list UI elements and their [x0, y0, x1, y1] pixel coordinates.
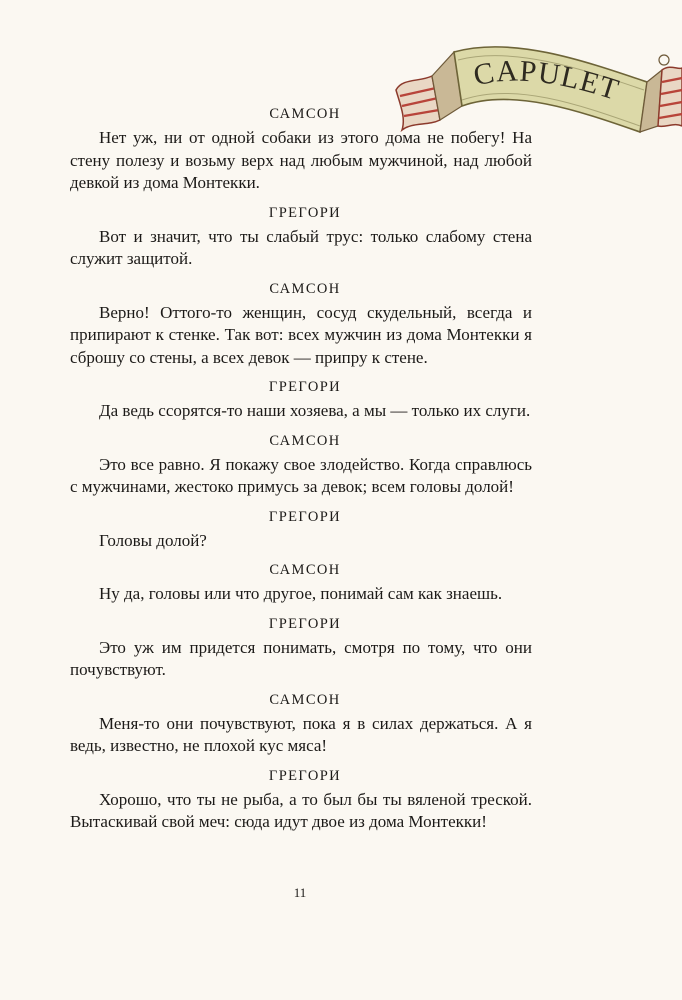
dialogue-entry — [70, 203, 532, 271]
dialogue-entry — [70, 431, 532, 499]
dialogue-entry — [70, 560, 532, 606]
dialogue-entry — [70, 104, 532, 195]
speech-line: Головы долой? — [99, 530, 207, 550]
dialogue-entry — [70, 279, 532, 370]
speaker-name: САМСОН — [269, 432, 341, 449]
dialogue-entry — [70, 766, 532, 834]
dialogue-entry — [70, 507, 532, 553]
speech-line: Вот и значит, что ты слабый трус: только слабому стена служит защитой. — [70, 226, 532, 268]
speech-line: Меня-то они почувствуют, пока я в силах держаться. А я ведь, известно, не плохой кус мяса! — [70, 713, 532, 755]
speaker-name: ГРЕГОРИ — [268, 204, 342, 221]
speech-line: Верно! Оттого-то женщин, сосуд скудельный, всегда и припирают к стенке. Так вот: всех мужчин из дома Монтекки я сброшу со стены, а всех девок — припру к стене. — [70, 302, 532, 367]
speech-line: Хорошо, что ты не рыба, а то был бы ты вяленой треской. Вытаскивай свой меч: сюда идут двое из дома Монтекки! — [70, 789, 532, 831]
speaker-name: ГРЕГОРИ — [268, 379, 342, 395]
speech-line: Нет уж, ни от одной собаки из этого дома не побегу! На стену полезу и возьму верх над любым мужчиной, над любой девкой из дома Монтекки. — [70, 128, 532, 192]
dialogue-text — [70, 104, 532, 842]
page-number: 11 — [293, 885, 307, 900]
speech-line: Это все равно. Я покажу свое злодейство. Когда справлюсь с мужчинами, жестоко примусь за девок; всем головы долой! — [70, 454, 532, 496]
speaker-name: САМСОН — [269, 562, 341, 578]
dialogue-entry — [70, 614, 532, 682]
speaker-name: САМСОН — [269, 280, 341, 297]
banner-label: CAPULET — [470, 54, 624, 107]
speech-line: Ну да, головы или что другое, понимай сам как знаешь. — [99, 584, 503, 603]
speaker-name: САМСОН — [269, 106, 341, 122]
dialogue-entry — [70, 690, 532, 758]
dialogue-entry — [70, 377, 532, 423]
speaker-name: ГРЕГОРИ — [268, 767, 342, 784]
speaker-name: ГРЕГОРИ — [268, 615, 342, 632]
speech-line: Это уж им придется понимать, смотря по тому, что они почувствуют. — [70, 637, 532, 679]
speaker-name: ГРЕГОРИ — [268, 508, 342, 525]
speech-line: Да ведь ссорятся-то наши хозяева, а мы — только их слуги. — [99, 401, 531, 420]
speaker-name: САМСОН — [269, 691, 341, 708]
